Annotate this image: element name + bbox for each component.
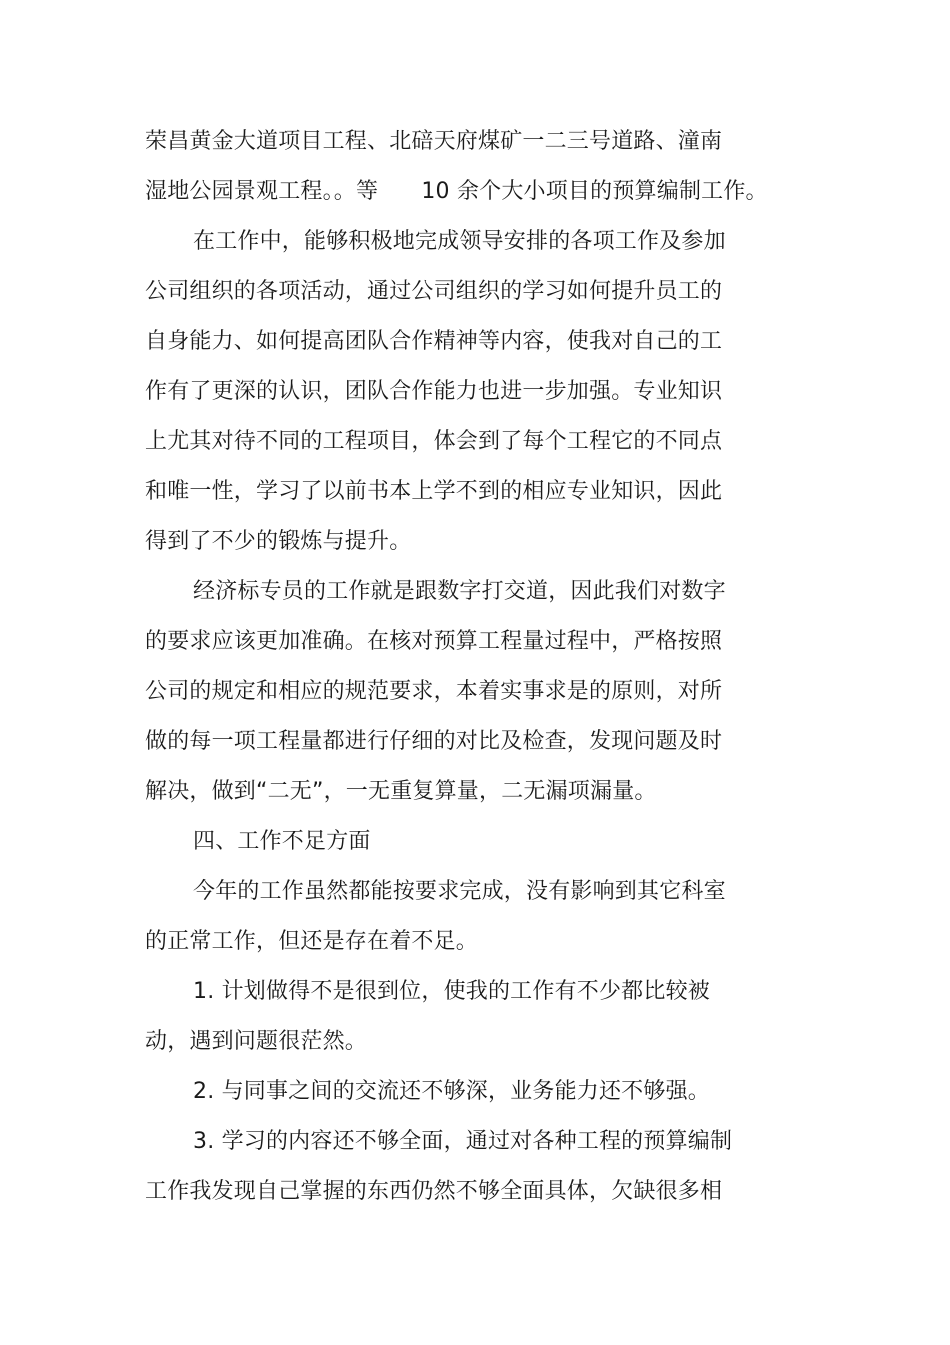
text-line: 公司组织的各项活动，通过公司组织的学习如何提升员工的 (145, 279, 723, 304)
section-heading: 四、工作不足方面 (193, 829, 371, 854)
list-item-2: 2. 与同事之间的交流还不够深，业务能力还不够强。 (193, 1079, 710, 1104)
text-line: 解决，做到“二无”，一无重复算量，二无漏项漏量。 (145, 779, 657, 804)
text-line: 公司的规定和相应的规范要求，本着实事求是的原则，对所 (145, 679, 723, 704)
text-line: 湿地公园景观工程。。等 10 余个大小项目的预算编制工作。 (145, 179, 768, 204)
text-line: 做的每一项工程量都进行仔细的对比及检查，发现问题及时 (145, 729, 723, 754)
text-line: 荣昌黄金大道项目工程、北碚天府煤矿一二三号道路、潼南 (145, 129, 723, 154)
text-line: 作有了更深的认识，团队合作能力也进一步加强。专业知识 (145, 379, 723, 404)
text-line: 的正常工作，但还是存在着不足。 (145, 929, 479, 954)
list-item-1: 1. 计划做得不是很到位，使我的工作有不少都比较被 (193, 979, 710, 1004)
paragraph-start-line: 今年的工作虽然都能按要求完成，没有影响到其它科室 (193, 879, 726, 904)
text-line: 上尤其对待不同的工程项目，体会到了每个工程它的不同点 (145, 429, 723, 454)
text-line: 得到了不少的锻炼与提升。 (145, 529, 412, 554)
text-line: 工作我发现自己掌握的东西仍然不够全面具体，欠缺很多相 (145, 1179, 723, 1204)
list-item-3: 3. 学习的内容还不够全面，通过对各种工程的预算编制 (193, 1129, 733, 1154)
paragraph-start-line: 在工作中，能够积极地完成领导安排的各项工作及参加 (193, 229, 726, 254)
text-line: 和唯一性，学习了以前书本上学不到的相应专业知识，因此 (145, 479, 723, 504)
text-line: 动，遇到问题很茫然。 (145, 1029, 368, 1054)
text-line: 自身能力、如何提高团队合作精神等内容，使我对自己的工 (145, 329, 723, 354)
paragraph-start-line: 经济标专员的工作就是跟数字打交道，因此我们对数字 (193, 579, 726, 604)
text-line: 的要求应该更加准确。在核对预算工程量过程中，严格按照 (145, 629, 723, 654)
